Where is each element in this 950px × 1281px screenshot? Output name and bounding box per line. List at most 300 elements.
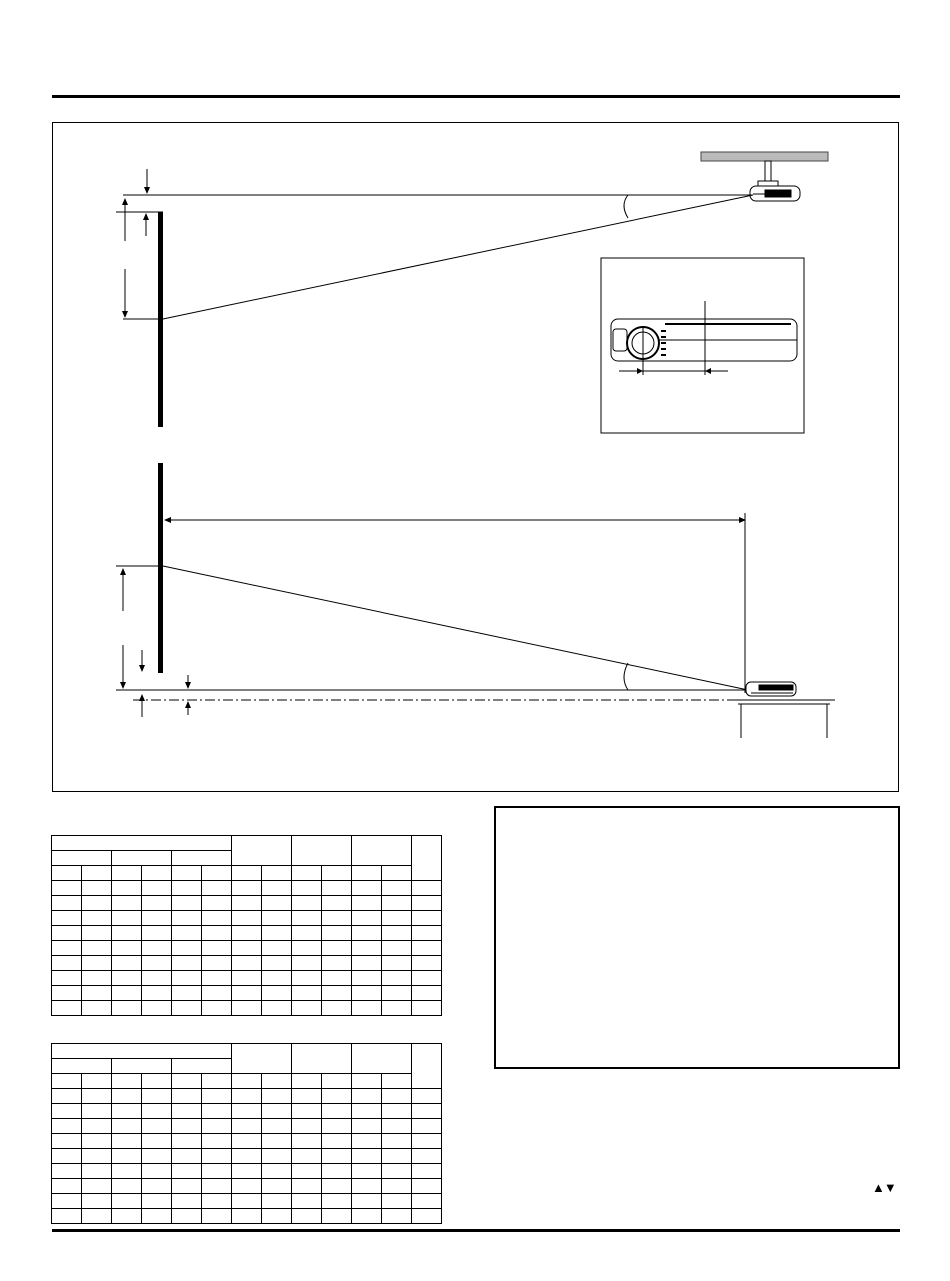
table-cell xyxy=(202,1149,232,1164)
table-cell xyxy=(112,1074,142,1089)
table-cell xyxy=(52,941,82,956)
table-row xyxy=(52,1164,442,1179)
table-cell xyxy=(112,1089,142,1104)
table-cell xyxy=(292,866,322,881)
table-cell xyxy=(412,881,442,896)
table-cell xyxy=(262,1119,292,1134)
table-cell xyxy=(82,1134,112,1149)
table-cell xyxy=(232,971,262,986)
note-box xyxy=(494,806,900,1069)
table-cell xyxy=(352,941,382,956)
table-cell xyxy=(292,1149,322,1164)
table-cell xyxy=(322,986,352,1001)
table-cell xyxy=(232,986,262,1001)
table-cell xyxy=(202,941,232,956)
table-cell xyxy=(52,926,82,941)
table-cell xyxy=(412,1149,442,1164)
table-cell xyxy=(292,1134,322,1149)
table-cell xyxy=(352,1119,382,1134)
table-cell xyxy=(172,866,202,881)
table-row xyxy=(52,1134,442,1149)
table-row xyxy=(52,956,442,971)
table-row xyxy=(52,986,442,1001)
ceiling-projector-icon xyxy=(750,186,800,201)
table-cell xyxy=(112,1134,142,1149)
table-cell xyxy=(172,1089,202,1104)
table-cell xyxy=(172,941,202,956)
table-cell xyxy=(262,1134,292,1149)
table-cell xyxy=(52,1149,82,1164)
table-cell xyxy=(352,911,382,926)
table-cell xyxy=(142,896,172,911)
table-cell xyxy=(52,971,82,986)
table-cell xyxy=(172,896,202,911)
table-cell xyxy=(262,881,292,896)
table-cell xyxy=(202,1164,232,1179)
table-cell xyxy=(352,896,382,911)
table-cell xyxy=(322,941,352,956)
table-cell xyxy=(172,1134,202,1149)
table-cell xyxy=(322,1164,352,1179)
table-cell xyxy=(322,1001,352,1016)
table-cell xyxy=(52,1001,82,1016)
table-cell xyxy=(352,1194,382,1209)
table-cell xyxy=(82,1179,112,1194)
table-row xyxy=(52,1001,442,1016)
table-cell xyxy=(82,1209,112,1224)
table-cell xyxy=(52,911,82,926)
desk-screen xyxy=(158,463,163,673)
table-cell xyxy=(52,1074,82,1089)
table-header-cell xyxy=(352,1044,412,1074)
table-row xyxy=(52,926,442,941)
table-cell xyxy=(202,866,232,881)
table-cell xyxy=(142,1119,172,1134)
table-cell xyxy=(82,896,112,911)
table-cell xyxy=(112,1164,142,1179)
table-cell xyxy=(202,956,232,971)
table-cell xyxy=(202,881,232,896)
table-cell xyxy=(352,1001,382,1016)
table-cell xyxy=(82,1104,112,1119)
table-cell xyxy=(202,1074,232,1089)
table-cell xyxy=(322,911,352,926)
table-header-cell xyxy=(232,836,292,866)
table-cell xyxy=(232,1194,262,1209)
table-cell xyxy=(262,1179,292,1194)
table-cell xyxy=(232,896,262,911)
table-cell xyxy=(202,1001,232,1016)
table-row xyxy=(52,1194,442,1209)
table-cell xyxy=(322,896,352,911)
table-cell xyxy=(142,971,172,986)
table-cell xyxy=(262,1209,292,1224)
table-cell xyxy=(382,1209,412,1224)
up-down-arrows-icon: ▲▼ xyxy=(872,1180,896,1195)
table-cell xyxy=(112,956,142,971)
table-cell xyxy=(382,1194,412,1209)
table-cell xyxy=(142,1164,172,1179)
table-cell xyxy=(292,941,322,956)
table-cell xyxy=(382,956,412,971)
table-cell xyxy=(262,866,292,881)
table-cell xyxy=(292,1074,322,1089)
table-cell xyxy=(322,1089,352,1104)
table-row xyxy=(52,1119,442,1134)
table-cell xyxy=(352,1149,382,1164)
table-cell xyxy=(172,1194,202,1209)
projection-distance-diagram xyxy=(52,122,899,792)
table-cell xyxy=(232,941,262,956)
table-cell xyxy=(112,1209,142,1224)
table-cell xyxy=(292,896,322,911)
table-cell xyxy=(52,1119,82,1134)
ceiling-pole xyxy=(765,161,771,183)
table-cell xyxy=(322,971,352,986)
table-cell xyxy=(292,1164,322,1179)
table-header-cell xyxy=(52,1044,232,1059)
desk-angle-arc xyxy=(624,663,628,690)
table-cell xyxy=(382,881,412,896)
table-cell xyxy=(382,911,412,926)
table-cell xyxy=(172,956,202,971)
table-cell xyxy=(52,866,82,881)
table-cell xyxy=(202,1089,232,1104)
desk-projector-icon xyxy=(746,682,796,696)
table-cell xyxy=(412,971,442,986)
table-cell xyxy=(262,986,292,1001)
table-cell xyxy=(112,1149,142,1164)
table-cell xyxy=(322,1209,352,1224)
table-cell xyxy=(202,971,232,986)
table-cell xyxy=(232,1089,262,1104)
table-cell xyxy=(232,956,262,971)
table-cell xyxy=(232,881,262,896)
table-cell xyxy=(412,1209,442,1224)
table-cell xyxy=(352,1134,382,1149)
table-cell xyxy=(112,941,142,956)
table-row xyxy=(52,1104,442,1119)
table-cell xyxy=(112,896,142,911)
table-cell xyxy=(412,1089,442,1104)
table-cell xyxy=(52,986,82,1001)
table-cell xyxy=(142,926,172,941)
projection-diagram-svg xyxy=(53,123,900,793)
table-cell xyxy=(82,926,112,941)
table-cell xyxy=(172,1059,232,1074)
table-cell xyxy=(262,926,292,941)
table-cell xyxy=(202,986,232,1001)
table-cell xyxy=(352,986,382,1001)
table-cell xyxy=(52,1134,82,1149)
table-header-cell xyxy=(412,836,442,881)
table-cell xyxy=(82,866,112,881)
table-cell xyxy=(232,1104,262,1119)
table-cell xyxy=(232,1149,262,1164)
table-cell xyxy=(142,1074,172,1089)
table-row xyxy=(52,941,442,956)
table-cell xyxy=(202,1194,232,1209)
table-cell xyxy=(292,1179,322,1194)
table-cell xyxy=(172,926,202,941)
top-rule xyxy=(52,95,900,98)
table-cell xyxy=(112,866,142,881)
table-cell xyxy=(232,1164,262,1179)
table-cell xyxy=(52,1059,112,1074)
table-cell xyxy=(112,881,142,896)
table-cell xyxy=(52,1089,82,1104)
table-header-cell xyxy=(292,836,352,866)
table-cell xyxy=(112,911,142,926)
table-cell xyxy=(172,1119,202,1134)
table-cell xyxy=(322,1119,352,1134)
table-cell xyxy=(382,1074,412,1089)
table-cell xyxy=(232,866,262,881)
table-cell xyxy=(142,941,172,956)
table-cell xyxy=(82,956,112,971)
table-cell xyxy=(52,851,112,866)
table-cell xyxy=(412,896,442,911)
table-cell xyxy=(352,956,382,971)
table-cell xyxy=(172,911,202,926)
table-cell xyxy=(112,1119,142,1134)
table-cell xyxy=(142,866,172,881)
table-cell xyxy=(382,1001,412,1016)
table-cell xyxy=(352,1209,382,1224)
table-cell xyxy=(382,926,412,941)
table-cell xyxy=(322,1074,352,1089)
table-cell xyxy=(412,1194,442,1209)
table-cell xyxy=(172,1001,202,1016)
table-cell xyxy=(382,1104,412,1119)
table-cell xyxy=(352,1089,382,1104)
table-row xyxy=(52,1149,442,1164)
table-cell xyxy=(382,971,412,986)
table-cell xyxy=(172,1209,202,1224)
table-cell xyxy=(352,866,382,881)
desk-beam-line xyxy=(163,566,748,690)
table-cell xyxy=(172,1164,202,1179)
table-cell xyxy=(52,1194,82,1209)
table-cell xyxy=(292,1119,322,1134)
table-cell xyxy=(322,1104,352,1119)
table-header-cell xyxy=(292,1044,352,1074)
table-cell xyxy=(52,1209,82,1224)
table-cell xyxy=(322,1149,352,1164)
table-cell xyxy=(52,896,82,911)
table-cell xyxy=(142,1179,172,1194)
table-cell xyxy=(352,881,382,896)
table-cell xyxy=(142,1134,172,1149)
table-cell xyxy=(232,1134,262,1149)
table-cell xyxy=(352,1104,382,1119)
table-cell xyxy=(82,911,112,926)
table-cell xyxy=(292,1001,322,1016)
table-cell xyxy=(82,1194,112,1209)
table-cell xyxy=(82,971,112,986)
table-icon xyxy=(733,700,835,738)
table-cell xyxy=(382,1149,412,1164)
table-cell xyxy=(352,1179,382,1194)
table-cell xyxy=(352,1164,382,1179)
table-cell xyxy=(322,956,352,971)
table-cell xyxy=(412,986,442,1001)
table-cell xyxy=(172,986,202,1001)
table-cell xyxy=(112,1001,142,1016)
table-cell xyxy=(412,1164,442,1179)
table-cell xyxy=(232,1119,262,1134)
table-cell xyxy=(82,941,112,956)
ceiling-angle-arc xyxy=(624,195,628,218)
table-cell xyxy=(142,986,172,1001)
table-cell xyxy=(412,1119,442,1134)
table-cell xyxy=(172,851,232,866)
table-cell xyxy=(322,881,352,896)
distance-table-2 xyxy=(51,1043,442,1224)
table-cell xyxy=(142,956,172,971)
table-cell xyxy=(142,1194,172,1209)
table-cell xyxy=(112,986,142,1001)
table-cell xyxy=(202,911,232,926)
table-cell xyxy=(292,1209,322,1224)
table-row xyxy=(52,1209,442,1224)
table-cell xyxy=(262,1001,292,1016)
table-cell xyxy=(82,1001,112,1016)
table-cell xyxy=(322,1194,352,1209)
table-cell xyxy=(232,1074,262,1089)
table-cell xyxy=(172,1104,202,1119)
table-cell xyxy=(82,1089,112,1104)
table-cell xyxy=(262,911,292,926)
table-cell xyxy=(322,866,352,881)
table-cell xyxy=(292,1089,322,1104)
table-cell xyxy=(352,971,382,986)
table-row xyxy=(52,911,442,926)
table-cell xyxy=(292,956,322,971)
table-cell xyxy=(202,1179,232,1194)
table-cell xyxy=(142,911,172,926)
table-header-cell xyxy=(412,1044,442,1089)
table-cell xyxy=(112,1194,142,1209)
table-cell xyxy=(142,1104,172,1119)
table-header-cell xyxy=(232,1044,292,1074)
table-cell xyxy=(202,1104,232,1119)
table-cell xyxy=(412,941,442,956)
table-row xyxy=(52,896,442,911)
table-cell xyxy=(232,926,262,941)
table-cell xyxy=(412,1001,442,1016)
table-cell xyxy=(382,1119,412,1134)
bottom-rule xyxy=(52,1229,900,1232)
distance-table-1 xyxy=(51,835,442,1016)
ceiling-bar xyxy=(701,152,828,161)
table-cell xyxy=(412,1179,442,1194)
table-cell xyxy=(292,926,322,941)
table-row xyxy=(52,1089,442,1104)
table-cell xyxy=(382,1134,412,1149)
table-cell xyxy=(202,926,232,941)
table-cell xyxy=(382,1179,412,1194)
table-cell xyxy=(82,1164,112,1179)
table-cell xyxy=(142,1001,172,1016)
table-cell xyxy=(382,941,412,956)
table-cell xyxy=(262,896,292,911)
table-cell xyxy=(202,1119,232,1134)
table-cell xyxy=(82,986,112,1001)
table-cell xyxy=(202,1209,232,1224)
table-cell xyxy=(262,941,292,956)
table-cell xyxy=(262,1104,292,1119)
table-row xyxy=(52,881,442,896)
table-cell xyxy=(292,986,322,1001)
table-cell xyxy=(112,1059,172,1074)
table-cell xyxy=(322,1179,352,1194)
table-cell xyxy=(142,881,172,896)
table-cell xyxy=(262,956,292,971)
table-cell xyxy=(172,1149,202,1164)
table-cell xyxy=(142,1209,172,1224)
table-cell xyxy=(382,896,412,911)
table-cell xyxy=(382,1164,412,1179)
table-cell xyxy=(262,1164,292,1179)
table-cell xyxy=(52,1164,82,1179)
table-row xyxy=(52,971,442,986)
table-cell xyxy=(412,1134,442,1149)
table-cell xyxy=(52,956,82,971)
table-cell xyxy=(262,1089,292,1104)
table-cell xyxy=(202,896,232,911)
table-cell xyxy=(82,1074,112,1089)
table-cell xyxy=(82,1149,112,1164)
table-cell xyxy=(382,986,412,1001)
table-cell xyxy=(262,1074,292,1089)
table-cell xyxy=(262,971,292,986)
table-cell xyxy=(292,881,322,896)
table-cell xyxy=(82,1119,112,1134)
table-cell xyxy=(292,911,322,926)
table-cell xyxy=(292,1194,322,1209)
table-cell xyxy=(352,1074,382,1089)
table-cell xyxy=(172,1179,202,1194)
table-cell xyxy=(232,1179,262,1194)
table-header-cell xyxy=(352,836,412,866)
table-cell xyxy=(232,1001,262,1016)
table-cell xyxy=(172,1074,202,1089)
table-row xyxy=(52,1179,442,1194)
table-cell xyxy=(382,866,412,881)
table-cell xyxy=(112,1104,142,1119)
table-cell xyxy=(52,1179,82,1194)
table-cell xyxy=(262,1149,292,1164)
table-cell xyxy=(352,926,382,941)
table-cell xyxy=(322,926,352,941)
table-cell xyxy=(52,1104,82,1119)
table-cell xyxy=(82,881,112,896)
table-cell xyxy=(232,1209,262,1224)
table-cell xyxy=(292,1104,322,1119)
table-cell xyxy=(412,956,442,971)
table-cell xyxy=(142,1089,172,1104)
table-cell xyxy=(232,911,262,926)
table-cell xyxy=(412,911,442,926)
table-cell xyxy=(412,926,442,941)
table-cell xyxy=(112,926,142,941)
table-cell xyxy=(262,1194,292,1209)
table-cell xyxy=(412,1104,442,1119)
table-cell xyxy=(292,971,322,986)
table-cell xyxy=(382,1089,412,1104)
table-cell xyxy=(172,881,202,896)
